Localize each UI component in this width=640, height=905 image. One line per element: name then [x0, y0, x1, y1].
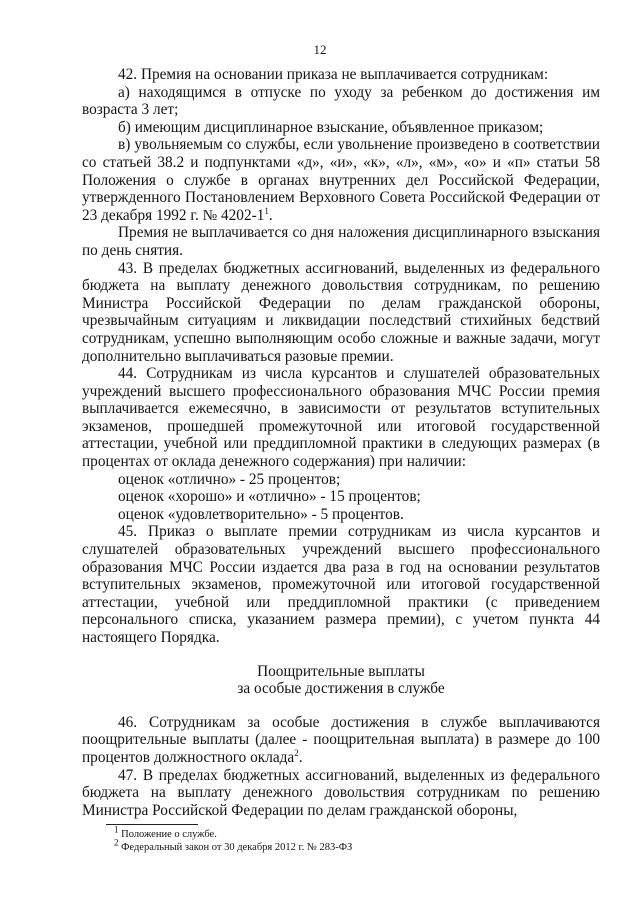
paragraph-42c: в) увольняемым со службы, если увольнение произведено в соответствии со статьей 38.2 и подпунктами «д», «и», «к», «л», «м», «о» и «п» статьи 58 Положения о службе в органах внутренних дел Российской Федерации, утвержденного Постановлением Верховного Совета Российской Федерации от 23 декабря 1992 г. № $4202-1^1$.: [82, 136, 600, 224]
paragraph-44-grade-excellent: оценок «отлично» - 25 процентов;: [118, 470, 341, 488]
paragraph-42a: а) находящимся в отпуске по уходу за ребенком до достижения им возраста 3 лет;: [82, 83, 600, 119]
paragraph-44-grade-good: оценок «хорошо» и «отлично» - 15 процентов;: [118, 488, 421, 506]
footnote-2-mark: 2: [114, 837, 119, 848]
document-body: [82, 66, 600, 819]
paragraph-42b: б) имеющим дисциплинарное взыскание, объявленное приказом;: [118, 118, 544, 136]
paragraph-43: 43. В пределах бюджетных ассигнований, выделенных из федерального бюджета на выплату денежного довольствия сотрудникам, по решению Министра Российской Федерации по делам гражданской обороны, чрезвычайным ситуациям и ликвидации последствий стихийных бедствий сотрудникам, успешно выполняющим особо сложные и важные задачи, могут дополнительно выплачиваться разовые премии.: [82, 259, 600, 365]
footnote-separator: [106, 824, 198, 825]
paragraph-46: [82, 714, 600, 767]
paragraph-46-text: 46. Сотрудникам за особые достижения в службе выплачиваются поощрительные выплаты (далее - поощрительная выплата) в размере до 100 процентов должностного оклада: [82, 713, 600, 766]
footnote-2: [114, 837, 353, 854]
paragraph-45: 45. Приказ о выплате премии сотрудникам из числа курсантов и слушателей образовательных учреждений высшего профессионального образования МЧС России издается два раза в год на основании результатов вступительных экзаменов, промежуточной или итоговой государственной аттестации, учебной или преддипломной практики (с приведением персонального списка, указанием размера премии), с учетом пункта 44 настоящего Порядка.: [82, 523, 600, 646]
section-heading-line-1: Поощрительные выплаты: [257, 662, 425, 680]
footnote-2-text: Федеральный закон от 30 декабря 2012 г. № 283-ФЗ: [121, 842, 353, 853]
paragraph-44: 44. Сотрудникам из числа курсантов и слушателей образовательных учреждений высшего профессионального образования МЧС России премия выплачивается ежемесячно, в зависимости от результатов вступительных экзаменов, прошедшей промежуточной или итоговой государственной аттестации, учебной или преддипломной практики в следующих размерах (в процентах от оклада денежного содержания) при наличии:: [82, 365, 600, 471]
footnote-1-mark: 1: [114, 824, 119, 835]
footnote-1-text: Положение о службе.: [121, 829, 217, 840]
footnote-1: [114, 824, 352, 841]
paragraph-47: 47. В пределах бюджетных ассигнований, выделенных из федерального бюджета на выплату денежного довольствия сотрудникам по решению Министра Российской Федерации по делам гражданской обороны,: [82, 766, 600, 819]
footnotes: [114, 824, 353, 854]
paragraph-42-note: Премия не выплачивается со дня наложения дисциплинарного взыскания по день снятия.: [82, 224, 600, 259]
page-number: 12: [313, 42, 327, 57]
paragraph-46-end: .: [298, 748, 303, 766]
paragraph-42c-text: в) увольняемым со службы, если увольнение произведено в соответствии со статьей 38.2 и подпунктами «д», «и», «к», «л», «м», «о» и «п» статьи 58 Положения о службе в органах внутренних дел Российской Федерации, утвержденного Постановлением Верховного Совета Российской Федерации от 23 декабря 1992 г. № 4202-1: [82, 136, 600, 224]
footnote-ref-2: 2: [294, 747, 299, 758]
footnote-ref-1: 1: [264, 205, 269, 216]
paragraph-44-grade-satisfactory: оценок «удовлетворительно» - 5 процентов.: [118, 505, 404, 523]
paragraph-42: 42. Премия на основании приказа не выплачивается сотрудникам:: [118, 66, 549, 83]
section-heading-line-2: за особые достижения в службе: [237, 680, 445, 698]
